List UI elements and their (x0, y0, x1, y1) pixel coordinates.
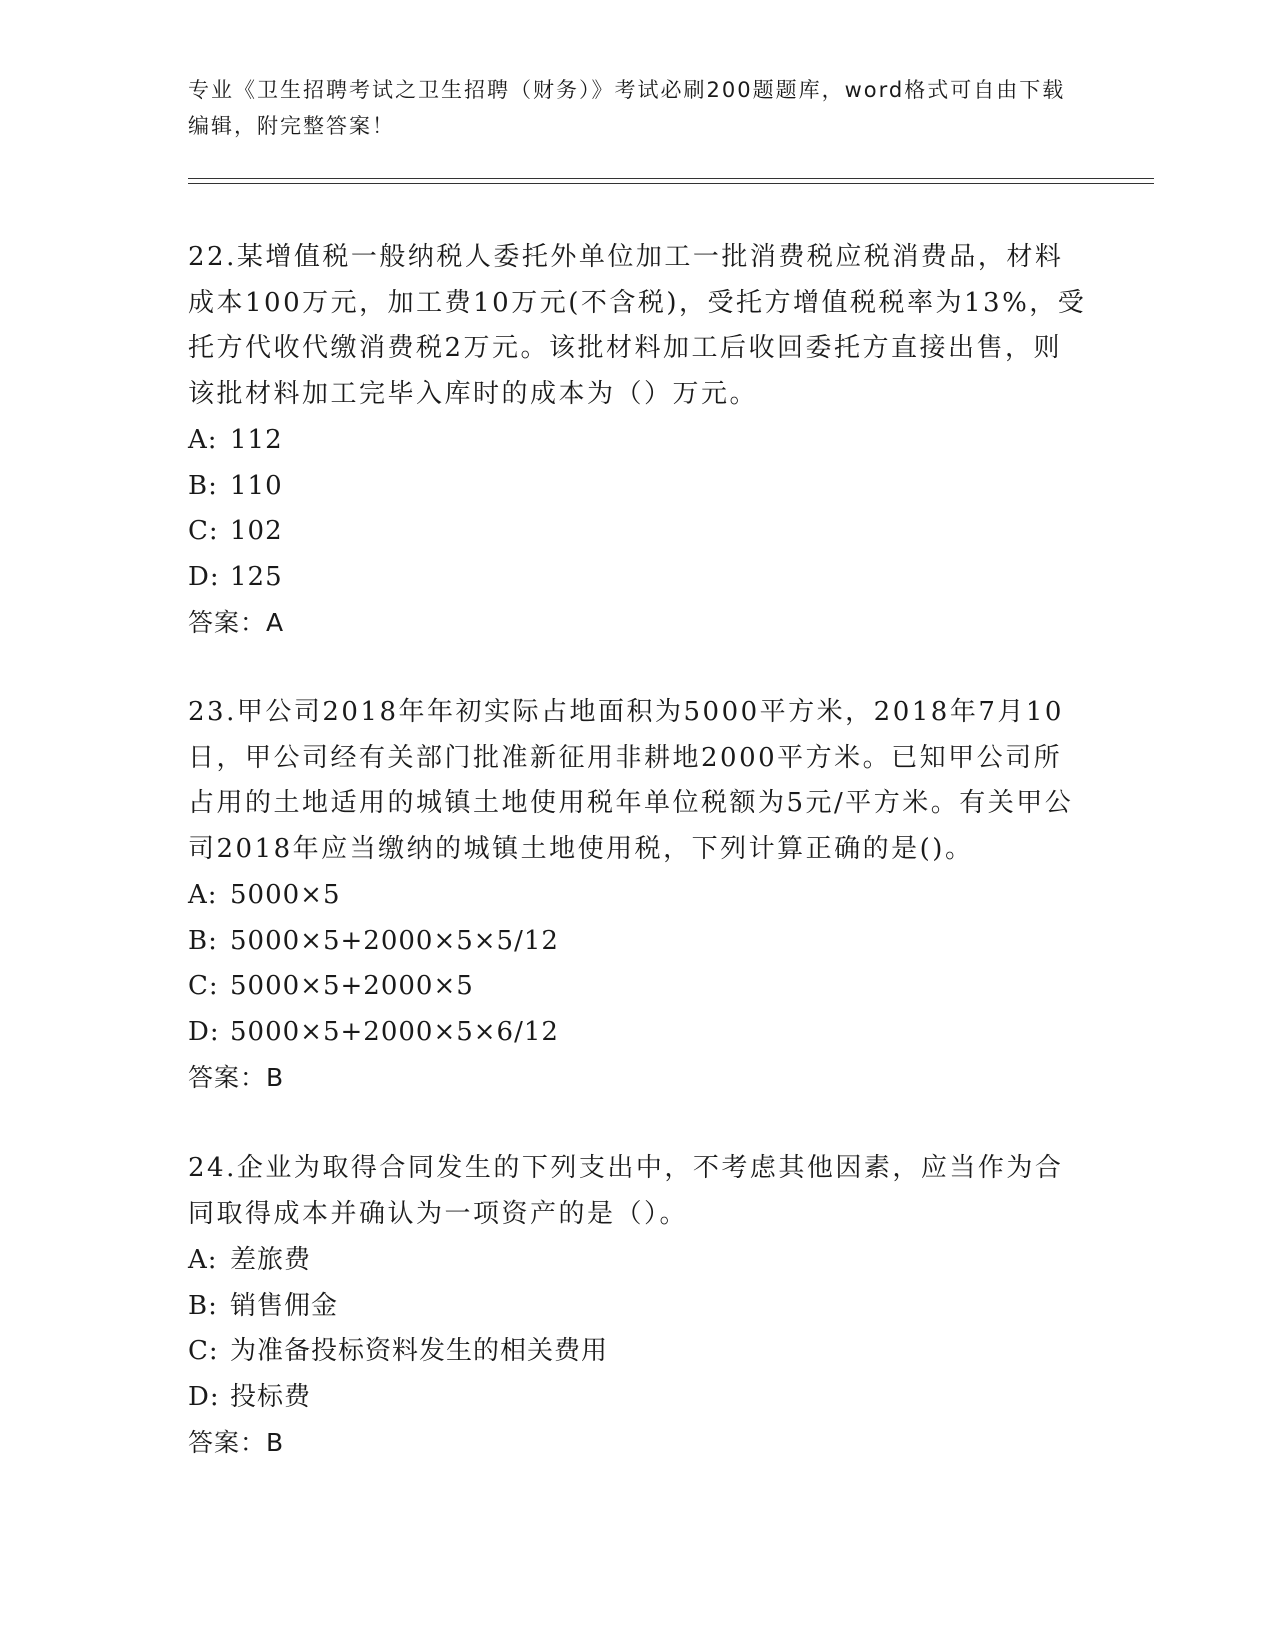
option-c (188, 964, 1088, 1010)
document-header: 专业《卫生招聘考试之卫生招聘（财务）》考试必刷200题题库，word格式可自由下载编辑，附完整答案！ (188, 78, 1066, 138)
option-text: 5000×5+2000×5×6/12 (230, 1016, 559, 1047)
question-text: 24.企业为取得合同发生的下列支出中，不考虑其他因素，应当作为合同取得成本并确认为一项资产的是（）。 (188, 1153, 1064, 1229)
option-letter: B: (188, 925, 218, 956)
option-letter: C: (188, 516, 219, 546)
option-text: 为准备投标资料发生的相关费用 (230, 1336, 609, 1366)
option-text: 5000×5+2000×5×5/12 (230, 925, 559, 956)
option-text: 投标费 (230, 1381, 312, 1412)
question-24 (188, 1146, 1088, 1466)
option-letter: C: (188, 971, 219, 1001)
option-d (188, 1010, 1088, 1056)
option-b (188, 919, 1088, 965)
option-letter: B: (188, 1290, 218, 1321)
option-letter: B: (188, 470, 218, 501)
option-a (188, 873, 1088, 919)
option-text: 102 (230, 516, 283, 546)
option-c (188, 1329, 1088, 1375)
question-23 (188, 690, 1088, 1101)
option-a (188, 1238, 1088, 1284)
option-letter: C: (188, 1336, 219, 1366)
option-d (188, 555, 1088, 601)
option-b (188, 1284, 1088, 1330)
option-text: 5000×5+2000×5 (230, 971, 474, 1001)
question-text: 23.甲公司2018年年初实际占地面积为5000平方米，2018年7月10日，甲公司经有关部门批准新征用非耕地2000平方米。已知甲公司所占用的土地适用的城镇土地使用税年单位税额为5元/平方米。有关甲公司2018年应当缴纳的城镇土地使用税，下列计算正确的是()。 (188, 697, 1074, 864)
question-22 (188, 235, 1088, 646)
option-text: 差旅费 (230, 1245, 312, 1275)
option-text: 销售佣金 (230, 1290, 339, 1321)
option-text: 125 (230, 561, 283, 592)
option-letter: A: (188, 1245, 218, 1275)
option-letter: D: (188, 1381, 220, 1412)
question-text: 22.某增值税一般纳税人委托外单位加工一批消费税应税消费品，材料成本100万元，加工费10万元(不含税)，受托方增值税税率为13%，受托方代收代缴消费税2万元。该批材料加工后收回委托方直接出售，则该批材料加工完毕入库时的成本为（）万元。 (188, 242, 1087, 409)
option-letter: D: (188, 1016, 220, 1047)
answer-line: 答案：B (188, 1428, 285, 1457)
option-b (188, 464, 1088, 510)
header-divider-top (188, 178, 1154, 179)
answer-line: 答案：A (188, 608, 285, 637)
header-divider-bottom (188, 183, 1154, 184)
option-d (188, 1375, 1088, 1421)
option-letter: A: (188, 880, 218, 910)
option-c (188, 509, 1088, 555)
option-text: 5000×5 (230, 880, 341, 910)
option-letter: A: (188, 425, 218, 455)
option-a (188, 418, 1088, 464)
option-text: 112 (230, 425, 283, 455)
answer-line: 答案：B (188, 1063, 285, 1092)
option-text: 110 (230, 470, 283, 501)
option-letter: D: (188, 561, 220, 592)
